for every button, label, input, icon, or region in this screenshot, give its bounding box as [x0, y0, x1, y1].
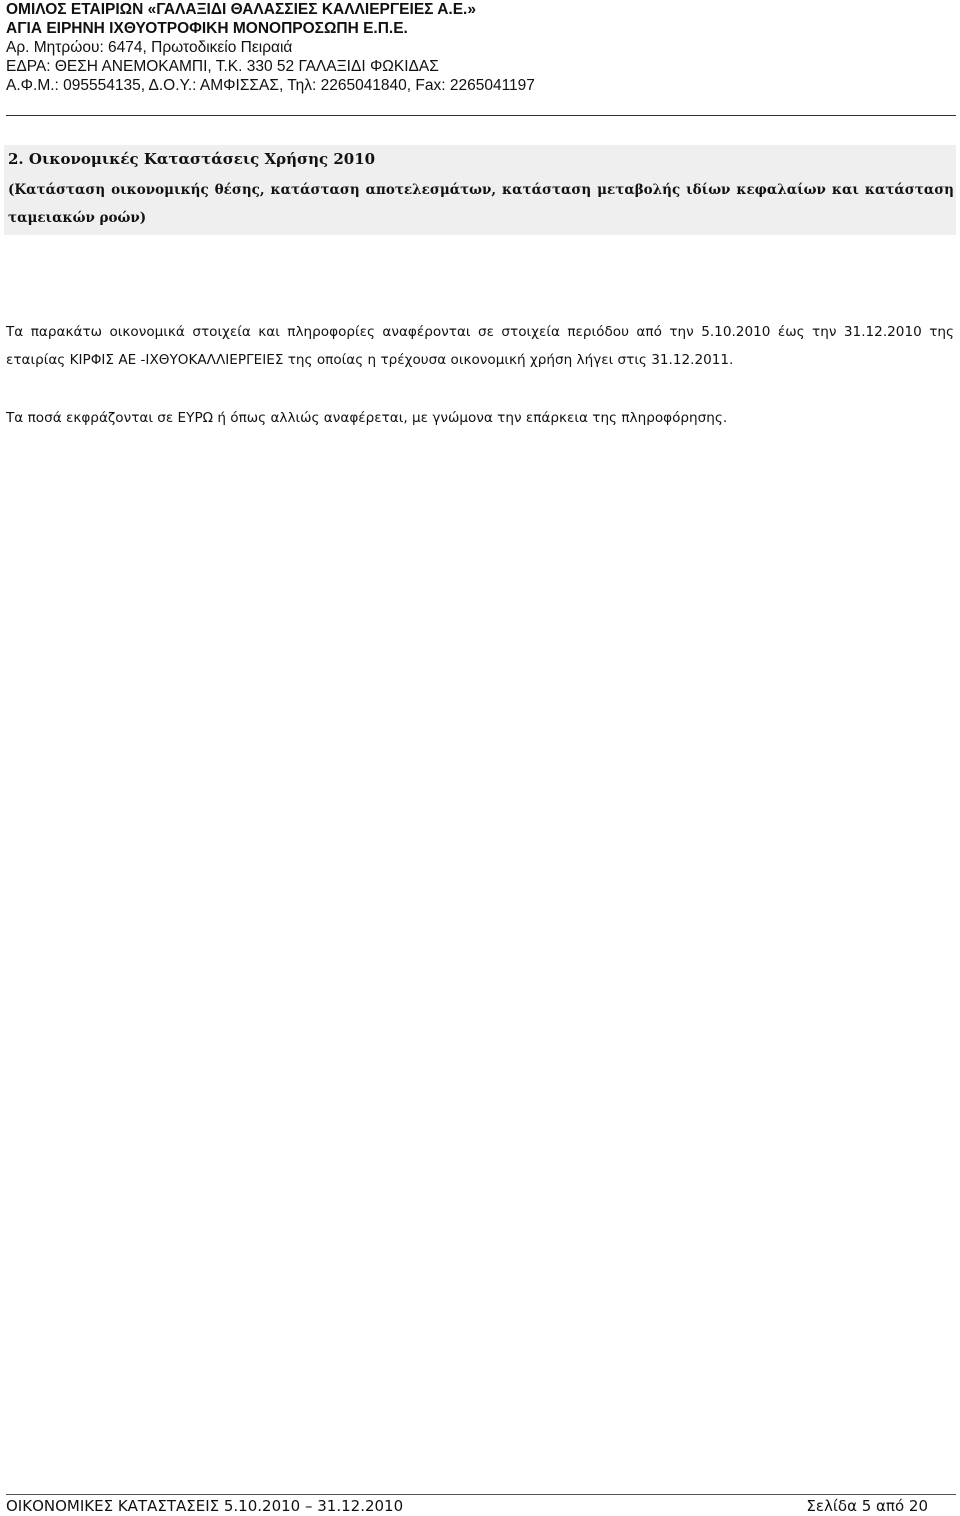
footer-divider	[6, 1494, 956, 1495]
footer-document-title: ΟΙΚΟΝΟΜΙΚΕΣ ΚΑΤΑΣΤΑΣΕΙΣ 5.10.2010 – 31.12.2010	[6, 1497, 404, 1515]
header-divider	[6, 115, 956, 116]
page-number: Σελίδα 5 από 20	[806, 1497, 928, 1515]
section-title: 2. Οικονομικές Καταστάσεις Χρήσης 2010	[8, 150, 376, 168]
company-group-name: ΟΜΙΛΟΣ ΕΤΑΙΡΙΩΝ «ΓΑΛΑΞΙΔΙ ΘΑΛΑΣΣΙΕΣ ΚΑΛΛΙΕΡΓΕΙΕΣ Α.Ε.»	[6, 1, 476, 18]
section-subtitle: (Κατάσταση οικονομικής θέσης, κατάσταση αποτελεσμάτων, κατάσταση μεταβολής ιδίων κεφαλαίων και κατάσταση ταμειακών ροών)	[8, 182, 954, 226]
intro-paragraph: Τα παρακάτω οικονομικά στοιχεία και πληροφορίες αναφέρονται σε στοιχεία περιόδου από την 5.10.2010 έως την 31.12.2010 της εταιρίας ΚΙΡΦΙΣ ΑΕ -ΙΧΘΥΟΚΑΛΛΙΕΡΓΕΙΕΣ της οποίας η τρέχουσα οικονομική χρήση λήγει στις 31.12.2011.	[6, 324, 954, 368]
seat-address: ΕΔΡΑ: ΘΕΣΗ ΑΝΕΜΟΚΑΜΠΙ, Τ.Κ. 330 52 ΓΑΛΑΞΙΔΙ ΦΩΚΙΔΑΣ	[6, 58, 439, 75]
subsidiary-name: ΑΓΙΑ ΕΙΡΗΝΗ ΙΧΘΥΟΤΡΟΦΙΚΗ ΜΟΝΟΠΡΟΣΩΠΗ Ε.Π.Ε.	[6, 20, 408, 37]
currency-paragraph: Τα ποσά εκφράζονται σε ΕΥΡΩ ή όπως αλλιώς αναφέρεται, με γνώμονα την επάρκεια της πληροφόρησης.	[6, 410, 728, 426]
document-header	[6, 0, 956, 95]
registry-info: Αρ. Μητρώου: 6474, Πρωτοδικείο Πειραιά	[6, 39, 293, 56]
tax-contact-info: Α.Φ.Μ.: 095554135, Δ.Ο.Υ.: ΑΜΦΙΣΣΑΣ, Τηλ: 2265041840, Fax: 2265041197	[6, 77, 535, 94]
